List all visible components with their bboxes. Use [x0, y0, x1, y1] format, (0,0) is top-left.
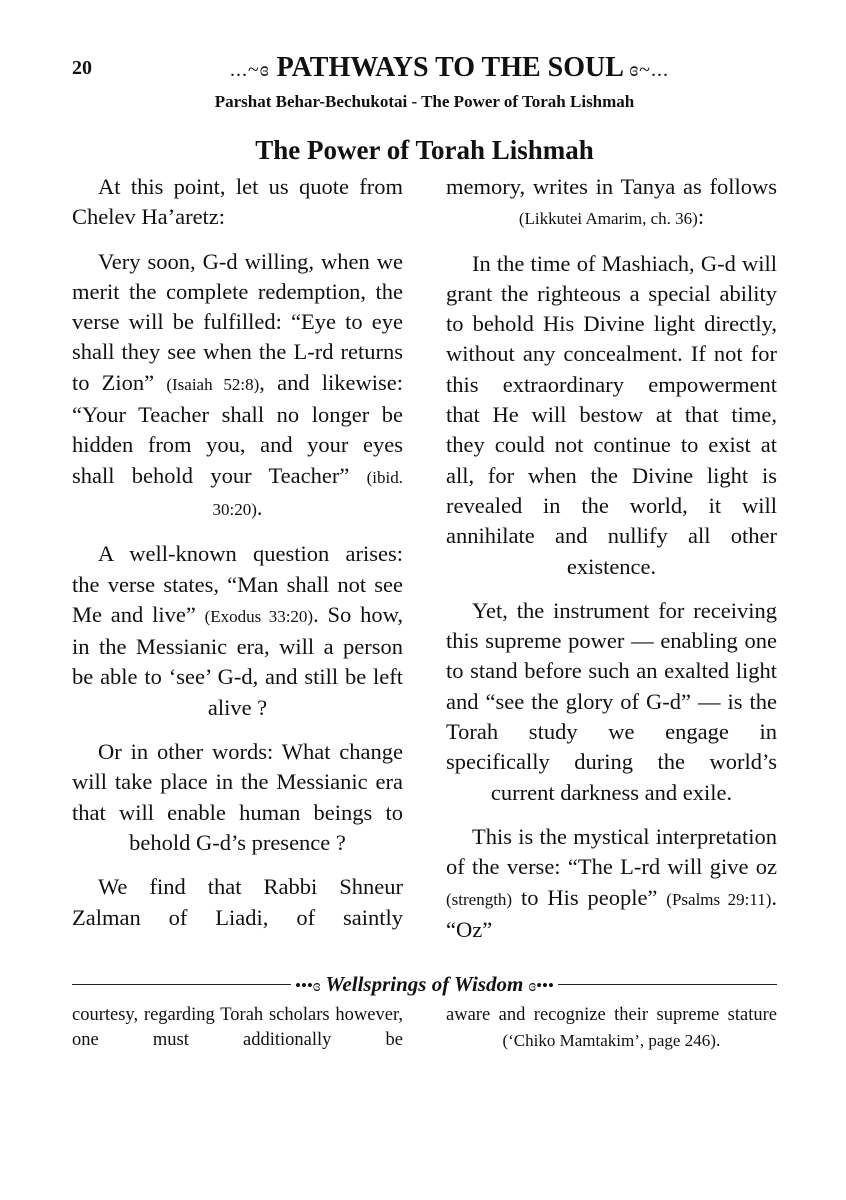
footer-left-column — [72, 1003, 403, 1054]
paragraph — [446, 1003, 777, 1054]
paragraph-text: . — [256, 494, 263, 520]
paragraph-text: At this point, let us quote from Chelev Ha’aretz: — [72, 174, 403, 230]
citation: (Isaiah 52:8) — [166, 374, 260, 394]
paragraph — [72, 172, 403, 233]
running-title — [122, 52, 777, 84]
citation: (‘Chiko Mamtakim’, page 246) — [502, 1031, 716, 1051]
running-header — [72, 52, 777, 84]
article-columns — [72, 172, 777, 959]
paragraph — [446, 172, 777, 235]
paragraph-text: We find that Rabbi Shneur Zalman of Liadi, of saintly — [72, 874, 403, 930]
citation: (Exodus 33:20) — [204, 606, 314, 626]
paragraph — [72, 539, 403, 723]
ornament-left-icon: ...~ɞ — [229, 59, 270, 81]
paragraph-text: . — [715, 1031, 721, 1052]
paragraph-text: . “Oz” — [446, 884, 778, 942]
footer-section-heading — [72, 969, 777, 999]
paragraph-text: : — [697, 204, 705, 230]
paragraph-text: aware and recognize their supreme stature — [446, 1005, 777, 1026]
paragraph-text: Yet, the instrument for receiving this supreme power — enabling one to stand before such an exalted light and “see the glory of G-d” — is the Torah study we engage in specifically during the world’s current darkness and exile. — [446, 597, 777, 805]
citation: (ibid. 30:20) — [212, 467, 403, 519]
paragraph-text: This is the mystical interpretation of the verse: “The L-rd will give oz — [446, 823, 777, 880]
paragraph-text: to His people” — [512, 884, 667, 910]
footer-columns — [72, 1003, 777, 1054]
footer-section-label: Wellsprings of Wisdom — [325, 972, 524, 997]
right-column — [446, 172, 777, 959]
paragraph-text: Very soon, G-d willing, when we merit the complete redemption, the verse will be fulfilled: “Eye to eye shall they see when the L-rd returns to Zion” — [72, 248, 403, 395]
page-number: 20 — [72, 56, 92, 79]
ornament-left-icon: •••ɞ — [295, 976, 321, 996]
paragraph-text: In the time of Mashiach, G-d will grant the righteous a special ability to behold His Divine light directly, without any concealment. If not for this extraordinary empowerment that He will bestow at that time, they could not continue to exist at all, for when the Divine light is revealed in the world, it will annihilate and nullify all other existence. — [446, 250, 777, 579]
paragraph — [446, 596, 777, 808]
paragraph-text: . So how, in the Messianic era, will a person be able to ‘see’ G-d, and still be left alive ? — [72, 601, 403, 720]
ornament-right-icon: ɞ••• — [528, 976, 554, 996]
paragraph — [72, 872, 403, 933]
chapter-subtitle: Parshat Behar-Bechukotai - The Power of Torah Lishmah — [214, 92, 635, 111]
left-column — [72, 172, 403, 959]
paragraph-text: Or in other words: What change will take place in the Messianic era that will enable human beings to behold G-d’s presence ? — [72, 739, 403, 855]
ornament-right-icon: ɞ~... — [629, 59, 670, 81]
paragraph — [72, 247, 403, 526]
running-title-text: PATHWAYS TO THE SOUL — [276, 52, 623, 83]
paragraph-text: memory, writes in Tanya as follows — [446, 174, 777, 199]
footer-section-label-wrap — [72, 969, 777, 1002]
paragraph — [446, 822, 777, 945]
paragraph — [72, 1003, 403, 1053]
citation: (Psalms 29:11) — [666, 889, 772, 909]
citation: (strength) — [446, 889, 513, 909]
article-title: The Power of Torah Lishmah — [255, 135, 594, 165]
citation: (Likkutei Amarim, ch. 36) — [518, 209, 698, 229]
paragraph-text: A well-known question arises: the verse states, “Man shall not see Me and live” — [72, 541, 403, 627]
paragraph — [72, 737, 403, 858]
paragraph-text: , and likewise: “Your Teacher shall no longer be hidden from you, and your eyes shall behold your Teacher” — [72, 369, 403, 488]
paragraph-text: courtesy, regarding Torah scholars however, one must additionally be — [72, 1005, 403, 1051]
footer-right-column — [446, 1003, 777, 1054]
paragraph — [446, 249, 777, 582]
